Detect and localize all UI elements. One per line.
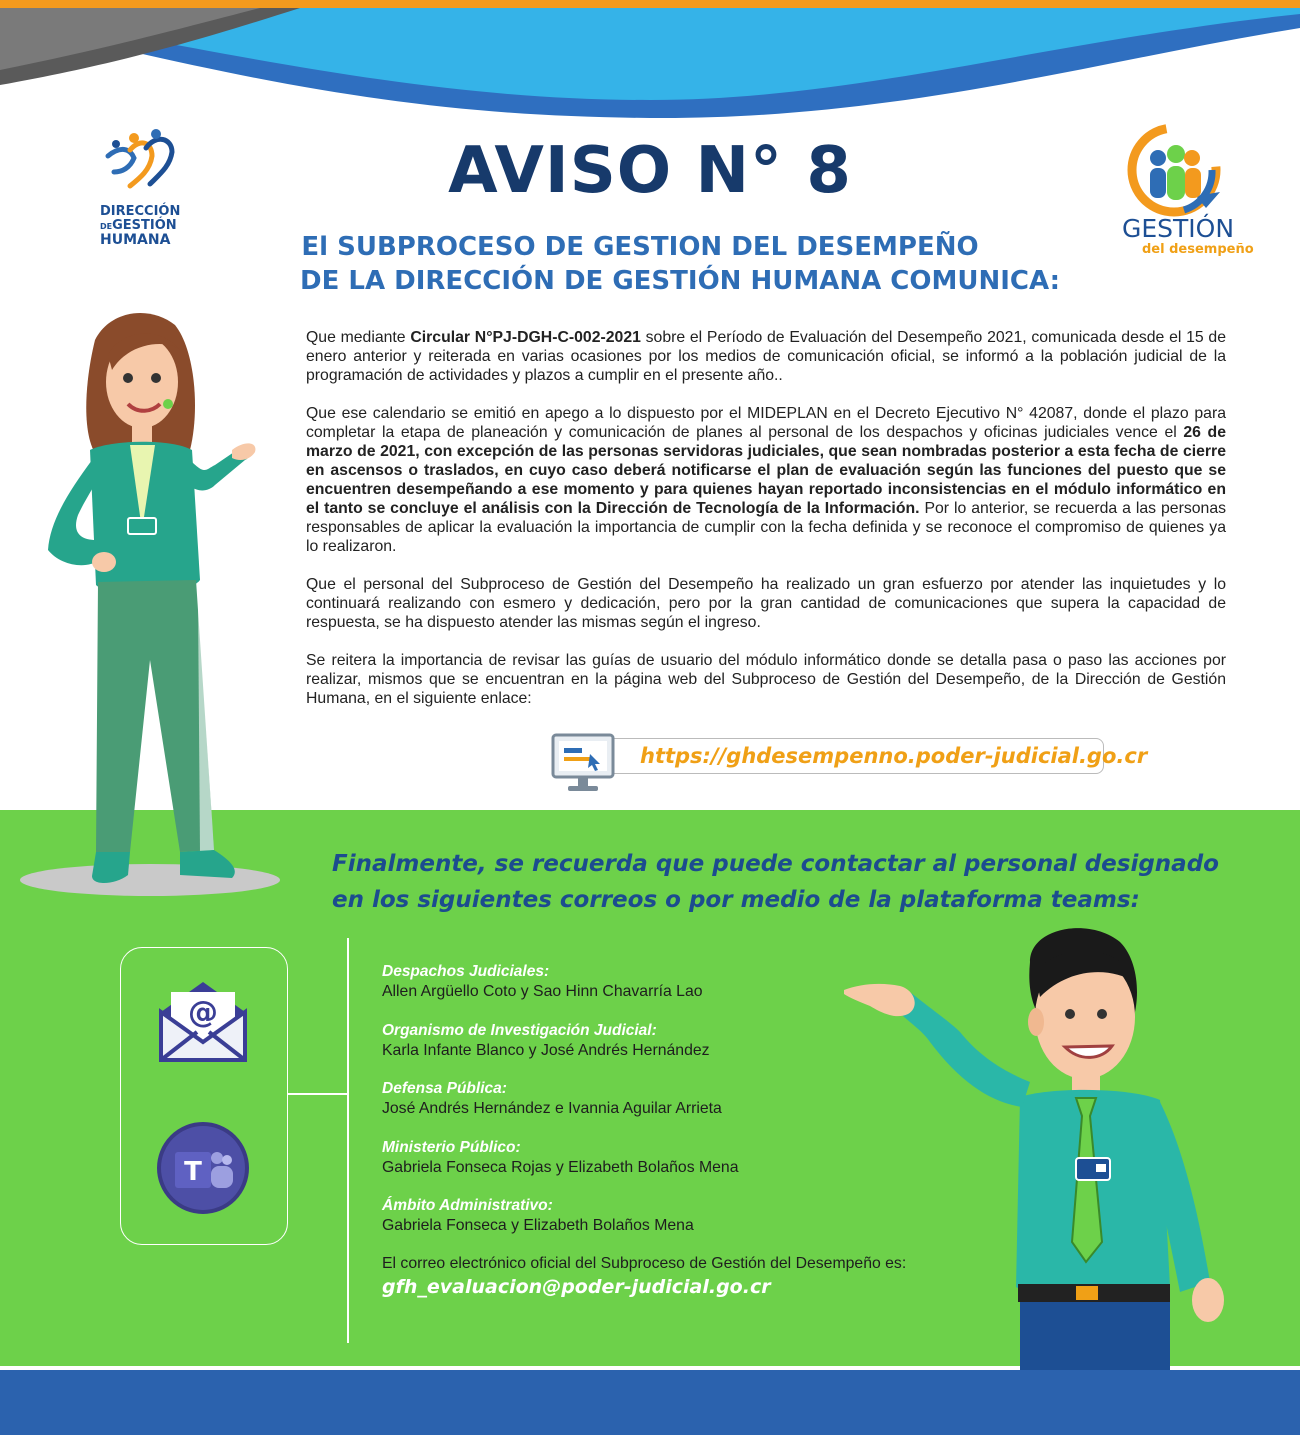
contact-names-despachos: Allen Argüello Coto y Sao Hinn Chavarría Lao bbox=[382, 983, 703, 1000]
contact-title-oij: Organismo de Investigación Judicial: bbox=[382, 1022, 657, 1039]
official-email-link[interactable]: gfh_evaluacion@poder-judicial.go.cr bbox=[382, 1276, 771, 1298]
header-wave bbox=[0, 0, 1300, 130]
computer-monitor-icon bbox=[550, 732, 616, 794]
contact-title-despachos: Despachos Judiciales: bbox=[382, 963, 550, 980]
contact-title-ministerio: Ministerio Público: bbox=[382, 1139, 521, 1156]
teams-symbol: T bbox=[184, 1157, 202, 1187]
teams-icon[interactable] bbox=[155, 1120, 251, 1216]
logo-right-line1: GESTIÓN bbox=[1122, 214, 1235, 243]
page-title: AVISO N° 8 bbox=[448, 134, 852, 208]
contact-names-administrativo: Gabriela Fonseca y Elizabeth Bolaños Mena bbox=[382, 1217, 694, 1234]
footer-bar bbox=[0, 1370, 1300, 1435]
contact-title-administrativo: Ámbito Administrativo: bbox=[382, 1197, 553, 1214]
subtitle-line2: DE LA DIRECCIÓN DE GESTIÓN HUMANA COMUNICA: bbox=[300, 266, 1060, 296]
contact-names-defensa: José Andrés Hernández e Ivannia Aguilar Arrieta bbox=[382, 1100, 722, 1117]
email-envelope-icon[interactable] bbox=[157, 976, 249, 1064]
paragraph-4: Se reitera la importancia de revisar las guías de usuario del módulo informático donde se detalla pasa o paso las acciones por realizar, mismos que se encuentran en la página web del Subproceso de Gestión del Desempeño, de la Dirección de Gestión Humana, en el siguiente enlace: bbox=[306, 652, 1226, 707]
paragraph-1: Que mediante Circular N°PJ-DGH-C-002-2021 sobre el Período de Evaluación del Desempeño 2021, comunicada desde el 15 de enero anterior y reiterada en varias ocasiones por los medios de comunicación oficial, se informó a la población judicial de la programación de actividades y plazos a cumplir en el presente año.. bbox=[306, 329, 1226, 384]
logo-left-line1: DIRECCIÓN bbox=[100, 204, 181, 219]
paragraph-3: Que el personal del Subproceso de Gestión del Desempeño ha realizado un gran esfuerzo por atender las inquietudes y lo continuará realizando con esmero y dedicación, pero por la gran cantidad de comunicaciones que supera la capacidad de respuesta, se ha dispuesto atender las mismas según el ingreso. bbox=[306, 576, 1226, 631]
vertical-divider bbox=[347, 938, 349, 1343]
man-character-illustration-icon bbox=[840, 922, 1240, 1370]
body-text bbox=[306, 328, 1226, 727]
email-symbol: @ bbox=[188, 995, 218, 1030]
contact-names-ministerio: Gabriela Fonseca Rojas y Elizabeth Bolaños Mena bbox=[382, 1159, 739, 1176]
finally-line2: en los siguientes correos o por medio de la plataforma teams: bbox=[332, 887, 1140, 913]
logo-left-line3: HUMANA bbox=[100, 232, 171, 248]
subtitle-line1: El SUBPROCESO DE GESTION DEL DESEMPEÑO bbox=[301, 232, 979, 262]
woman-character-illustration-icon bbox=[0, 300, 290, 910]
url-link[interactable]: https://ghdesempenno.poder-judicial.go.cr bbox=[640, 744, 1148, 768]
finally-line1: Finalmente, se recuerda que puede contactar al personal designado bbox=[332, 851, 1219, 877]
connector-line bbox=[288, 1093, 348, 1095]
logo-left-line2: DEGESTIÓN bbox=[100, 218, 177, 233]
contact-title-defensa: Defensa Pública: bbox=[382, 1080, 507, 1097]
paragraph-2: Que ese calendario se emitió en apego a lo dispuesto por el MIDEPLAN en el Decreto Ejecutivo N° 42087, donde el plazo para completar la etapa de planeación y comunicación de planes al personal de los despachos y oficinas judiciales vence el 26 de marzo de 2021, con excepción de las personas servidoras judiciales, que sean nombradas posterior a esta fecha de cierre en ascensos o traslados, en cuyo caso deberá notificarse el plan de evaluación según las funciones del puesto que se encuentren desempeñando a ese momento y para quienes hayan reportado inconsistencias en el módulo informático en el tanto se concluye el análisis con la Dirección de Tecnología de la Información. Por lo anterior, se recuerda a las personas responsables de aplicar la evaluación la importancia de cumplir con la fecha definida y se reconoce el compromiso de quienes ya lo realizaron. bbox=[306, 405, 1227, 555]
official-email-label: El correo electrónico oficial del Subproceso de Gestión del Desempeño es: bbox=[382, 1255, 907, 1272]
contact-names-oij: Karla Infante Blanco y José Andrés Hernández bbox=[382, 1042, 710, 1059]
logo-right-line2: del desempeño bbox=[1142, 242, 1254, 257]
